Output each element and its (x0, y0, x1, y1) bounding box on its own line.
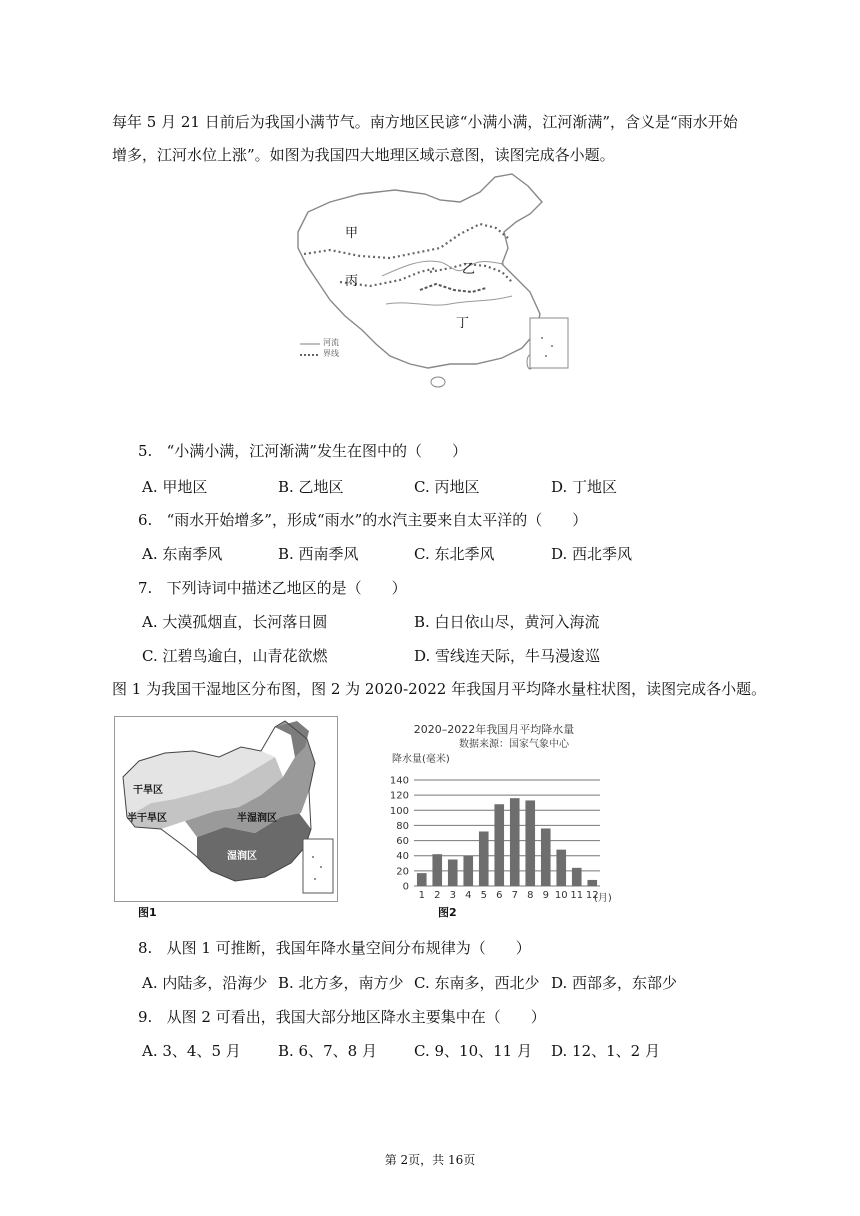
question-5 (138, 440, 467, 461)
option-c[interactable]: C. 东北季风 (414, 545, 495, 563)
bar-month-3 (448, 860, 458, 887)
y-tick-label: 140 (389, 775, 409, 787)
option-c[interactable]: C. 江碧鸟逾白，山青花欲燃 (142, 647, 328, 665)
y-tick-label: 20 (396, 866, 409, 878)
x-tick-label: 4 (465, 890, 472, 901)
option-b[interactable]: B. 北方多，南方少 (278, 974, 404, 992)
question-6 (138, 509, 587, 530)
bar-month-4 (463, 856, 473, 886)
x-tick-label: 5 (480, 890, 487, 901)
region-label-jia: 甲 (345, 226, 359, 241)
x-axis-label: (月) (594, 893, 612, 902)
dry-wet-map (114, 716, 338, 902)
x-tick-label: 7 (511, 890, 518, 901)
scs-inset (303, 839, 333, 893)
question-text: 从图 2 可看出，我国大部分地区降水主要集中在（ ） (166, 1008, 546, 1026)
x-tick-label: 1 (418, 890, 425, 901)
question-number: 8. (138, 939, 153, 957)
option-a[interactable]: A. 东南季风 (142, 545, 223, 563)
option-d[interactable]: D. 西部多，东部少 (551, 974, 678, 992)
arid-label: 干旱区 (133, 785, 163, 796)
question-text: 下列诗词中描述乙地区的是（ ） (166, 579, 407, 597)
x-tick-label: 10 (554, 890, 568, 901)
scs-inset (530, 318, 568, 368)
question-number: 9. (138, 1008, 153, 1026)
bar-month-10 (556, 850, 566, 886)
question-number: 5. (138, 442, 153, 460)
bar-month-7 (510, 798, 520, 886)
y-tick-label: 120 (389, 790, 409, 802)
chart-subtitle: 数据来源：国家气象中心 (459, 739, 569, 750)
rainfall-chart (368, 718, 618, 902)
intro-line-1: 每年 5 月 21 日前后为我国小满节气。南方地区民谚“小满小满，江河渐满”，含义是“雨水开始 (112, 113, 738, 131)
option-c[interactable]: C. 东南多，西北少 (414, 974, 540, 992)
legend-river-label: 河流 (323, 338, 339, 347)
region-label-bing: 丙 (345, 274, 359, 289)
option-d[interactable]: D. 丁地区 (551, 478, 618, 496)
y-tick-label: 80 (396, 820, 409, 832)
legend-boundary-label: 界线 (323, 349, 339, 358)
bar-month-6 (494, 804, 504, 886)
chart-title: 2020–2022年我国月平均降水量 (413, 723, 575, 736)
y-tick-label: 40 (396, 851, 409, 863)
region-label-yi: 乙 (462, 262, 476, 277)
question-text: “雨水开始增多”，形成“雨水”的水汽主要来自太平洋的（ ） (166, 511, 588, 529)
bar-month-8 (525, 800, 535, 886)
option-b[interactable]: B. 白日依山尽，黄河入海流 (414, 613, 600, 631)
option-b[interactable]: B. 西南季风 (278, 545, 359, 563)
y-tick-label: 100 (389, 805, 409, 817)
question-number: 7. (138, 579, 153, 597)
y-tick-label: 60 (396, 836, 409, 848)
page-footer: 第 2页，共 16页 (384, 1153, 476, 1167)
bar-month-5 (479, 831, 489, 886)
fig2-caption: 图2 (438, 906, 457, 919)
x-tick-label: 6 (496, 890, 503, 901)
question-9 (138, 1006, 546, 1027)
y-tick-label: 0 (402, 881, 409, 893)
question-7 (138, 577, 407, 598)
option-d[interactable]: D. 12、1、2 月 (551, 1042, 660, 1060)
x-tick-label: 11 (570, 890, 584, 901)
humid-label: 湿润区 (227, 851, 257, 862)
x-tick-label: 3 (449, 890, 456, 901)
x-tick-label: 2 (434, 890, 441, 901)
question-text: 从图 1 可推断，我国年降水量空间分布规律为（ ） (166, 939, 531, 957)
bar-month-9 (541, 828, 551, 886)
option-d[interactable]: D. 雪线连天际，牛马漫逡巡 (414, 647, 601, 665)
y-axis-label: 降水量(毫米) (392, 754, 450, 765)
x-tick-label: 12 (585, 890, 599, 901)
option-b[interactable]: B. 乙地区 (278, 478, 344, 496)
fig1-caption: 图1 (138, 906, 157, 919)
question-text: “小满小满，江河渐满”发生在图中的（ ） (166, 442, 467, 460)
regions-map (290, 172, 582, 400)
intro-2: 图 1 为我国干湿地区分布图，图 2 为 2020-2022 年我国月平均降水量柱状图，读图完成各小题。 (112, 680, 767, 698)
semi-arid-label: 半干旱区 (127, 813, 167, 824)
option-c[interactable]: C. 9、10、11 月 (414, 1042, 532, 1060)
option-a[interactable]: A. 大漠孤烟直，长河落日圆 (142, 613, 328, 631)
x-tick-label: 9 (542, 890, 549, 901)
bar-month-2 (432, 854, 442, 886)
option-a[interactable]: A. 甲地区 (142, 478, 208, 496)
option-d[interactable]: D. 西北季风 (551, 545, 633, 563)
option-b[interactable]: B. 6、7、8 月 (278, 1042, 377, 1060)
region-label-ding: 丁 (456, 316, 470, 331)
question-8 (138, 937, 531, 958)
x-tick-label: 8 (527, 890, 534, 901)
semi-humid-label: 半湿润区 (237, 813, 277, 824)
bar-month-1 (417, 873, 427, 886)
option-a[interactable]: A. 内陆多，沿海少 (142, 974, 268, 992)
question-number: 6. (138, 511, 153, 529)
bar-month-12 (587, 880, 597, 886)
intro-line-2: 增多，江河水位上涨”。如图为我国四大地理区域示意图，读图完成各小题。 (112, 146, 615, 164)
bar-month-11 (572, 868, 582, 886)
option-c[interactable]: C. 丙地区 (414, 478, 480, 496)
option-a[interactable]: A. 3、4、5 月 (142, 1042, 241, 1060)
